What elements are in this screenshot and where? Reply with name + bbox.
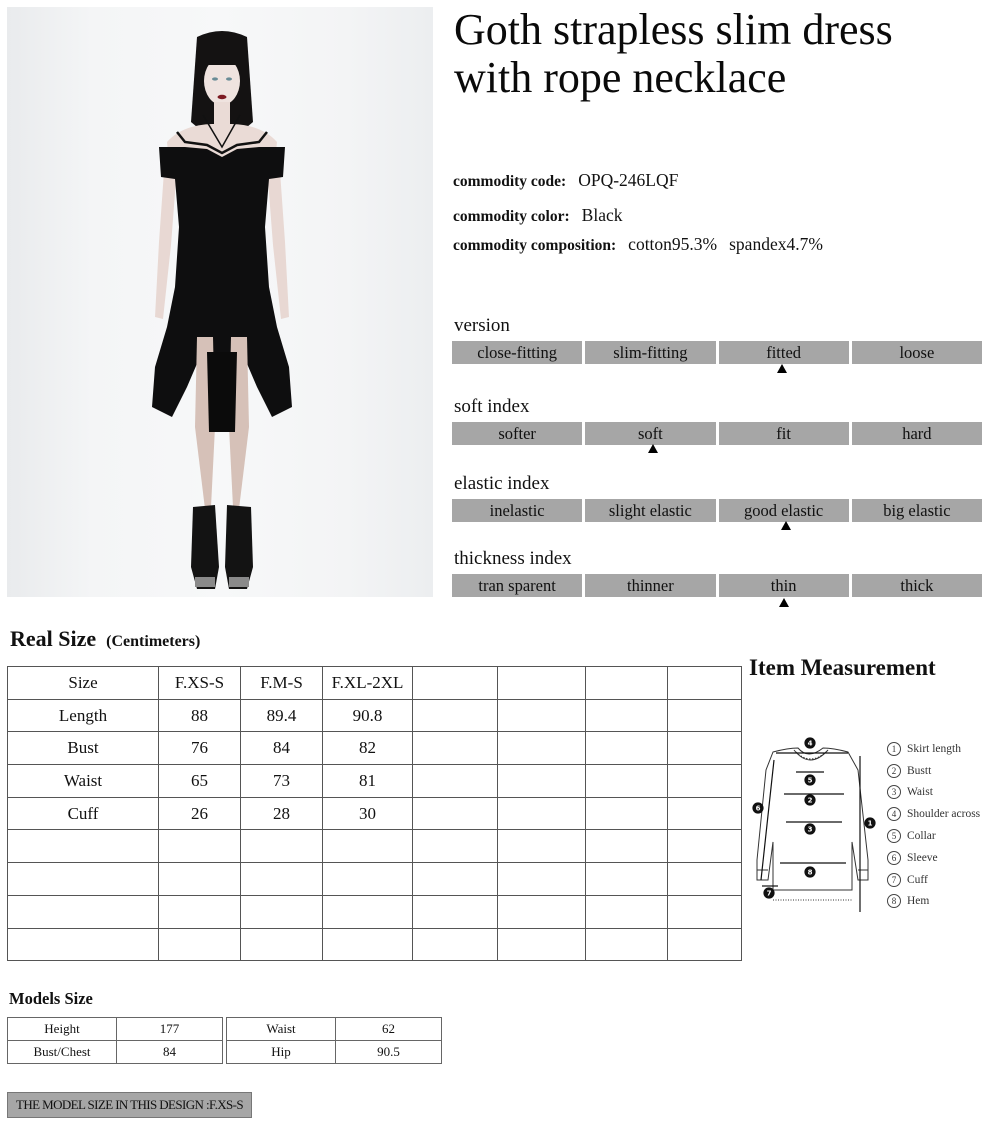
table-cell (498, 699, 586, 732)
table-row (8, 830, 742, 863)
composition-cotton: cotton95.3% (628, 234, 718, 254)
table-cell (323, 830, 413, 863)
product-title-line-1: Goth strapless slim dress (454, 5, 893, 54)
table-cell (498, 863, 586, 896)
table-cell (159, 895, 241, 928)
table-cell (413, 699, 498, 732)
table-header-row (8, 667, 742, 700)
thickness-index-label: thickness index (454, 548, 572, 569)
table-row (8, 732, 742, 765)
table-cell (498, 830, 586, 863)
svg-text:6: 6 (755, 804, 761, 813)
version-label: version (454, 315, 510, 336)
soft-index-option-selected: soft (585, 422, 715, 445)
legend-label: Shoulder across (907, 808, 981, 821)
table-cell (498, 732, 586, 765)
table-row (8, 797, 742, 830)
table-cell: Waist (227, 1018, 336, 1041)
thickness-index-scale (452, 574, 982, 597)
elastic-index-option-selected: good elastic (719, 499, 849, 522)
commodity-code-row (453, 170, 678, 191)
soft-index-scale (452, 422, 982, 445)
table-row (227, 1018, 442, 1041)
table-cell: Cuff (8, 797, 159, 830)
elastic-index-option: inelastic (452, 499, 582, 522)
table-cell (586, 797, 668, 830)
table-cell (498, 765, 586, 798)
version-option: slim-fitting (585, 341, 715, 364)
elastic-index-option: big elastic (852, 499, 982, 522)
svg-text:5: 5 (807, 776, 813, 785)
table-row (8, 1018, 223, 1041)
table-header-cell: F.XS-S (159, 667, 241, 700)
product-title (454, 6, 994, 102)
legend-label: Sleeve (907, 851, 938, 864)
number-circle-icon: 2 (887, 764, 901, 778)
soft-index-selected-marker-icon (648, 444, 658, 453)
table-cell: 73 (241, 765, 323, 798)
svg-text:8: 8 (807, 868, 813, 877)
table-cell: 28 (241, 797, 323, 830)
table-cell (323, 895, 413, 928)
table-cell (159, 928, 241, 961)
table-header-cell (586, 667, 668, 700)
table-cell (586, 895, 668, 928)
table-cell (668, 928, 742, 961)
models-size-title: Models Size (9, 989, 93, 1008)
version-option-selected: fitted (719, 341, 849, 364)
table-cell: 90.8 (323, 699, 413, 732)
table-cell: 30 (323, 797, 413, 830)
legend-item (887, 803, 980, 825)
number-circle-icon: 3 (887, 785, 901, 799)
elastic-index-selected-marker-icon (781, 521, 791, 530)
table-cell: 89.4 (241, 699, 323, 732)
table-cell: 62 (336, 1018, 442, 1041)
table-cell (413, 928, 498, 961)
table-cell: 81 (323, 765, 413, 798)
table-cell (413, 863, 498, 896)
table-header-cell: F.XL-2XL (323, 667, 413, 700)
table-cell (241, 863, 323, 896)
legend-label: Collar (907, 830, 936, 843)
model-illustration (7, 7, 433, 597)
svg-text:2: 2 (807, 796, 813, 805)
table-cell: 88 (159, 699, 241, 732)
table-cell (668, 732, 742, 765)
table-cell: Length (8, 699, 159, 732)
table-cell: Hip (227, 1041, 336, 1064)
svg-text:1: 1 (867, 819, 873, 828)
legend-item (887, 760, 980, 782)
table-cell (586, 928, 668, 961)
table-cell: Bust (8, 732, 159, 765)
table-cell (323, 863, 413, 896)
commodity-composition-label: commodity composition: (453, 237, 617, 254)
table-cell: Bust/Chest (8, 1041, 117, 1064)
table-cell (586, 863, 668, 896)
table-cell (668, 830, 742, 863)
table-cell (159, 830, 241, 863)
measurement-legend (887, 738, 980, 912)
svg-text:7: 7 (766, 889, 772, 898)
number-circle-icon: 1 (887, 742, 901, 756)
table-header-cell (498, 667, 586, 700)
legend-label: Skirt length (907, 742, 961, 755)
thickness-index-option: thick (852, 574, 982, 597)
version-selected-marker-icon (777, 364, 787, 373)
table-cell: 84 (117, 1041, 223, 1064)
number-circle-icon: 7 (887, 873, 901, 887)
commodity-code-value: OPQ-246LQF (578, 170, 679, 190)
table-cell (8, 895, 159, 928)
table-cell: 82 (323, 732, 413, 765)
table-cell (413, 830, 498, 863)
version-option: close-fitting (452, 341, 582, 364)
legend-item (887, 825, 980, 847)
models-size-table-left (7, 1017, 223, 1064)
table-cell: 26 (159, 797, 241, 830)
garment-measurement-diagram-icon (748, 730, 878, 920)
thickness-index-option: thinner (585, 574, 715, 597)
composition-spandex: spandex4.7% (729, 234, 823, 254)
table-row (227, 1041, 442, 1064)
number-circle-icon: 6 (887, 851, 901, 865)
commodity-color-value: Black (581, 205, 623, 225)
legend-label: Bustt (907, 764, 932, 777)
table-header-cell (668, 667, 742, 700)
table-cell (8, 830, 159, 863)
real-size-title: Real Size (10, 626, 97, 651)
table-cell (586, 699, 668, 732)
legend-item (887, 782, 980, 804)
soft-index-option: hard (852, 422, 982, 445)
soft-index-option: fit (719, 422, 849, 445)
legend-item (887, 847, 980, 869)
legend-label: Hem (907, 895, 930, 908)
table-cell: Waist (8, 765, 159, 798)
table-cell (241, 928, 323, 961)
legend-label: Cuff (907, 873, 928, 886)
soft-index-label: soft index (454, 396, 530, 417)
real-size-heading (10, 626, 200, 652)
number-circle-icon: 5 (887, 829, 901, 843)
table-cell (241, 830, 323, 863)
version-option: loose (852, 341, 982, 364)
commodity-color-row (453, 205, 622, 226)
table-cell (668, 699, 742, 732)
thickness-index-option-selected: thin (719, 574, 849, 597)
soft-index-option: softer (452, 422, 582, 445)
elastic-index-scale (452, 499, 982, 522)
table-cell (668, 895, 742, 928)
table-row (8, 699, 742, 732)
table-cell (413, 895, 498, 928)
table-cell (323, 928, 413, 961)
table-cell (586, 732, 668, 765)
table-row (8, 928, 742, 961)
table-cell (413, 765, 498, 798)
table-cell (241, 895, 323, 928)
svg-text:3: 3 (807, 825, 813, 834)
number-circle-icon: 4 (887, 807, 901, 821)
product-title-line-2: with rope necklace (454, 53, 787, 102)
table-cell (498, 928, 586, 961)
table-cell: 76 (159, 732, 241, 765)
legend-item (887, 891, 980, 913)
table-header-cell (413, 667, 498, 700)
legend-item (887, 869, 980, 891)
table-cell (8, 863, 159, 896)
table-header-cell: Size (8, 667, 159, 700)
commodity-code-label: commodity code: (453, 173, 567, 190)
legend-label: Waist (907, 786, 933, 799)
table-cell (498, 797, 586, 830)
table-row (8, 863, 742, 896)
real-size-unit: (Centimeters) (106, 633, 201, 650)
table-cell (586, 830, 668, 863)
table-cell (413, 732, 498, 765)
table-cell: 90.5 (336, 1041, 442, 1064)
version-scale (452, 341, 982, 364)
table-cell: 65 (159, 765, 241, 798)
number-circle-icon: 8 (887, 894, 901, 908)
thickness-index-option: tran sparent (452, 574, 582, 597)
item-measurement-title: Item Measurement (749, 655, 936, 680)
thickness-index-selected-marker-icon (779, 598, 789, 607)
table-cell: Height (8, 1018, 117, 1041)
table-cell (668, 797, 742, 830)
table-cell: 177 (117, 1018, 223, 1041)
model-size-note: THE MODEL SIZE IN THIS DESIGN :F.XS-S (7, 1092, 252, 1118)
table-cell: 84 (241, 732, 323, 765)
table-cell (498, 895, 586, 928)
commodity-composition-row (453, 234, 823, 255)
models-size-table-right (226, 1017, 442, 1064)
table-cell (668, 863, 742, 896)
real-size-table (7, 666, 742, 961)
elastic-index-label: elastic index (454, 473, 550, 494)
table-row (8, 895, 742, 928)
commodity-color-label: commodity color: (453, 208, 570, 225)
table-header-cell: F.M-S (241, 667, 323, 700)
table-row (8, 1041, 223, 1064)
table-cell (8, 928, 159, 961)
table-cell (586, 765, 668, 798)
elastic-index-option: slight elastic (585, 499, 715, 522)
svg-text:4: 4 (807, 739, 813, 748)
table-cell (668, 765, 742, 798)
table-cell (413, 797, 498, 830)
table-cell (159, 863, 241, 896)
product-photo (7, 7, 433, 597)
table-row (8, 765, 742, 798)
legend-item (887, 738, 980, 760)
